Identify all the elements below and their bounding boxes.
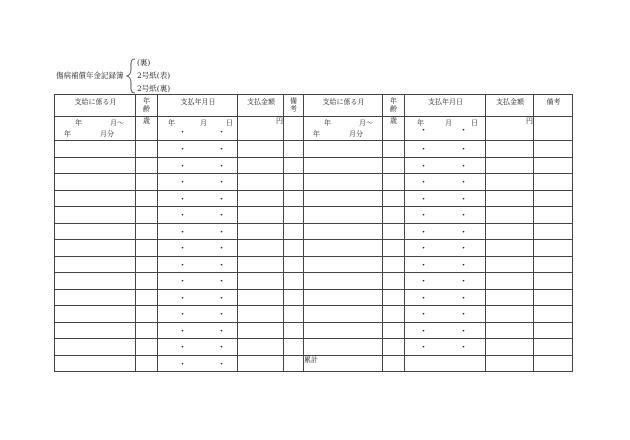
- age-cell: [136, 306, 158, 323]
- remarks-cell: [284, 273, 304, 290]
- age-cell: [383, 174, 405, 191]
- date-dot: ・: [217, 161, 227, 172]
- month-range-cell: [304, 306, 383, 323]
- year-label: 年: [313, 130, 320, 138]
- age-cell: [383, 141, 405, 158]
- table-row: [55, 322, 573, 339]
- remarks-cell: [534, 322, 573, 339]
- amount-cell: [238, 174, 284, 191]
- pay-day-label: 日: [471, 119, 478, 127]
- table-row: [55, 240, 573, 257]
- date-dot: ・: [217, 211, 227, 221]
- date-dot: ・: [459, 310, 469, 320]
- month-range-cell: [304, 207, 383, 224]
- date-dot: ・: [419, 244, 429, 254]
- date-dot: ・: [178, 326, 188, 337]
- amount-cell: [238, 223, 284, 240]
- payment-date-cell: [158, 306, 238, 323]
- month-range-cell: [304, 157, 383, 174]
- amount-cell: [238, 306, 284, 323]
- payment-date-cell: [158, 289, 238, 306]
- pay-year-label: 年: [417, 119, 424, 127]
- month-range-cell: [55, 240, 136, 257]
- table-row: [55, 190, 573, 207]
- amount-cell: [238, 289, 284, 306]
- remarks-cell: [534, 207, 573, 224]
- table-row: [55, 289, 573, 306]
- age-cell: [383, 306, 405, 323]
- date-dot: ・: [459, 145, 469, 155]
- payment-date-cell: [405, 190, 486, 207]
- total-label-cell: 累計: [304, 355, 383, 372]
- amount-cell: [486, 141, 534, 158]
- date-dot: ・: [419, 293, 429, 304]
- variant-sheet2-front: 2号紙(表): [137, 71, 171, 80]
- payment-date-cell: [405, 117, 486, 141]
- payment-date-cell: [405, 273, 486, 290]
- remarks-cell: [284, 355, 304, 372]
- age-unit-cell: 歳: [383, 117, 405, 141]
- date-dot: ・: [459, 326, 469, 337]
- month-range-cell: [55, 273, 136, 290]
- amount-cell: [486, 157, 534, 174]
- amount-cell: [238, 322, 284, 339]
- yen-cell: 円: [486, 117, 534, 141]
- month-range-cell: [55, 207, 136, 224]
- month-range-cell: [304, 174, 383, 191]
- date-dot: ・: [178, 310, 188, 320]
- date-dot: ・: [217, 145, 227, 155]
- date-dot: ・: [419, 178, 429, 188]
- date-dot: ・: [459, 260, 469, 271]
- remarks-cell: [284, 322, 304, 339]
- month-range-cell: [55, 190, 136, 207]
- remarks-cell: [534, 289, 573, 306]
- table-row: [55, 141, 573, 158]
- year-label: 年: [64, 130, 71, 138]
- age-cell: [383, 157, 405, 174]
- table-row: [55, 207, 573, 224]
- table-row: [55, 223, 573, 240]
- age-cell: [136, 240, 158, 257]
- remarks-cell: [284, 190, 304, 207]
- month-range-cell: [304, 339, 383, 356]
- date-dot: ・: [419, 161, 429, 172]
- age-cell: [136, 190, 158, 207]
- form-title: 傷病補償年金記録簿: [56, 71, 124, 80]
- variant-sheet2-back: 2号紙(裏): [137, 84, 171, 93]
- date-dot: ・: [459, 161, 469, 172]
- age-cell: [136, 157, 158, 174]
- age-cell: [383, 240, 405, 257]
- ledger-table: [54, 94, 573, 372]
- payment-date-cell: [405, 157, 486, 174]
- payment-date-cell: [405, 174, 486, 191]
- month-range-cell: [304, 256, 383, 273]
- age-cell: [136, 207, 158, 224]
- remarks-cell: [534, 273, 573, 290]
- amount-cell: [486, 322, 534, 339]
- date-dot: ・: [178, 194, 188, 205]
- payment-date-cell: [158, 207, 238, 224]
- age-cell: [383, 339, 405, 356]
- pay-month-label: 月: [200, 119, 207, 127]
- year-label: 年: [324, 119, 331, 127]
- remarks-cell: [284, 117, 304, 141]
- remarks-cell: [534, 240, 573, 257]
- date-dot: ・: [419, 343, 429, 353]
- header-age: 年齢: [383, 95, 405, 117]
- date-dot: ・: [419, 126, 429, 136]
- payment-date-cell: [158, 223, 238, 240]
- variant-back: (裏): [137, 58, 151, 67]
- month-range-cell: [304, 322, 383, 339]
- amount-cell: [238, 190, 284, 207]
- date-dot: ・: [419, 211, 429, 221]
- remarks-cell: [284, 289, 304, 306]
- payment-date-cell: [405, 256, 486, 273]
- date-dot: ・: [419, 145, 429, 155]
- amount-cell: [486, 190, 534, 207]
- remarks-cell: [534, 306, 573, 323]
- amount-cell: [238, 141, 284, 158]
- payment-date-cell: [158, 141, 238, 158]
- date-dot: ・: [217, 244, 227, 254]
- date-dot: ・: [178, 161, 188, 172]
- date-dot: ・: [419, 277, 429, 287]
- remarks-cell: [284, 174, 304, 191]
- date-dot: ・: [459, 293, 469, 304]
- age-cell: [136, 289, 158, 306]
- month-range-cell: [55, 322, 136, 339]
- date-dot: ・: [459, 126, 469, 136]
- amount-cell: [238, 256, 284, 273]
- month-portion-label: 月分: [100, 130, 114, 138]
- date-dot: ・: [217, 326, 227, 337]
- date-dot: ・: [178, 145, 188, 155]
- month-range-cell: [304, 240, 383, 257]
- month-range-cell: [304, 289, 383, 306]
- remarks-cell: [534, 223, 573, 240]
- month-from-label: 月〜: [110, 119, 124, 127]
- month-range-cell: [55, 339, 136, 356]
- remarks-cell: [534, 141, 573, 158]
- amount-cell: [486, 289, 534, 306]
- table-row: [55, 355, 573, 372]
- date-dot: ・: [419, 227, 429, 238]
- yen-cell: 円: [238, 117, 284, 141]
- payment-date-cell: [158, 322, 238, 339]
- date-dot: ・: [217, 277, 227, 287]
- date-dot: ・: [178, 227, 188, 238]
- amount-cell: [486, 306, 534, 323]
- date-dot: ・: [178, 293, 188, 304]
- remarks-cell: [284, 240, 304, 257]
- remarks-cell: [284, 256, 304, 273]
- table-row: [55, 256, 573, 273]
- payment-date-cell: [158, 273, 238, 290]
- payment-date-cell: [405, 355, 486, 372]
- pay-day-label: 日: [226, 119, 233, 127]
- date-dot: ・: [419, 194, 429, 205]
- date-dot: ・: [419, 260, 429, 271]
- year-label: 年: [75, 119, 82, 127]
- date-dot: ・: [419, 310, 429, 320]
- date-dot: ・: [459, 194, 469, 205]
- remarks-cell: [534, 174, 573, 191]
- header-age: 年齢: [136, 95, 158, 117]
- amount-cell: [486, 240, 534, 257]
- payment-date-cell: [405, 240, 486, 257]
- age-unit-cell: 歳: [136, 117, 158, 141]
- amount-cell: [238, 273, 284, 290]
- date-dot: ・: [217, 178, 227, 188]
- remarks-cell: [534, 190, 573, 207]
- amount-cell: [238, 355, 284, 372]
- date-dot: ・: [459, 227, 469, 238]
- age-cell: [136, 256, 158, 273]
- amount-cell: [486, 223, 534, 240]
- table-row: [55, 157, 573, 174]
- age-cell: [136, 355, 158, 372]
- amount-cell: [486, 174, 534, 191]
- header-month: 支給に係る月: [304, 95, 383, 117]
- date-dot: ・: [178, 260, 188, 271]
- age-cell: [136, 223, 158, 240]
- header-row: [55, 95, 573, 117]
- month-range-cell: [55, 117, 136, 141]
- amount-cell: [486, 207, 534, 224]
- payment-date-cell: [158, 339, 238, 356]
- month-range-cell: [304, 141, 383, 158]
- remarks-cell: [534, 256, 573, 273]
- month-range-cell: [55, 289, 136, 306]
- month-range-cell: [304, 223, 383, 240]
- age-cell: [383, 256, 405, 273]
- table-row: [55, 339, 573, 356]
- header-payment-date: 支払年月日: [405, 95, 486, 117]
- table-row: [55, 174, 573, 191]
- date-dot: ・: [459, 244, 469, 254]
- date-dot: ・: [459, 178, 469, 188]
- month-range-cell: [55, 141, 136, 158]
- remarks-cell: [534, 117, 573, 141]
- amount-cell: [238, 207, 284, 224]
- amount-cell: [238, 240, 284, 257]
- amount-cell: [238, 157, 284, 174]
- remarks-cell: [284, 339, 304, 356]
- amount-cell: [486, 256, 534, 273]
- payment-date-cell: [158, 117, 238, 141]
- age-cell: [136, 174, 158, 191]
- date-dot: ・: [178, 128, 188, 138]
- amount-cell: [486, 273, 534, 290]
- amount-cell: [486, 355, 534, 372]
- month-range-cell: [304, 190, 383, 207]
- amount-cell: [238, 339, 284, 356]
- payment-date-cell: [405, 141, 486, 158]
- payment-date-cell: [158, 355, 238, 372]
- table-row: [55, 273, 573, 290]
- month-portion-label: 月分: [349, 130, 363, 138]
- pay-year-label: 年: [168, 119, 175, 127]
- date-dot: ・: [178, 277, 188, 287]
- month-from-label: 月〜: [359, 119, 373, 127]
- header-amount: 支払金額: [486, 95, 534, 117]
- header-remarks: 備考: [534, 95, 573, 117]
- month-range-cell: [55, 223, 136, 240]
- date-dot: ・: [217, 310, 227, 320]
- header-month: 支給に係る月: [55, 95, 136, 117]
- payment-date-cell: [158, 240, 238, 257]
- payment-date-cell: [158, 190, 238, 207]
- first-entry-row: [55, 117, 573, 141]
- header-payment-date: 支払年月日: [158, 95, 238, 117]
- payment-date-cell: [405, 207, 486, 224]
- pay-month-label: 月: [445, 119, 452, 127]
- age-cell: [383, 322, 405, 339]
- date-dot: ・: [459, 211, 469, 221]
- remarks-cell: [284, 141, 304, 158]
- month-range-cell: [55, 256, 136, 273]
- age-cell: [136, 322, 158, 339]
- age-cell: [383, 273, 405, 290]
- month-range-cell: [55, 355, 136, 372]
- age-cell: [136, 273, 158, 290]
- date-dot: ・: [217, 260, 227, 271]
- amount-cell: [486, 339, 534, 356]
- date-dot: ・: [178, 211, 188, 221]
- payment-date-cell: [405, 306, 486, 323]
- month-range-cell: [304, 117, 383, 141]
- remarks-cell: [284, 306, 304, 323]
- payment-date-cell: [405, 223, 486, 240]
- date-dot: ・: [178, 343, 188, 353]
- age-cell: [383, 207, 405, 224]
- brace-icon: [126, 58, 136, 94]
- remarks-cell: [534, 355, 573, 372]
- date-dot: ・: [178, 178, 188, 188]
- header-amount: 支払金額: [238, 95, 284, 117]
- remarks-cell: [534, 157, 573, 174]
- payment-date-cell: [158, 256, 238, 273]
- payment-date-cell: [405, 339, 486, 356]
- date-dot: ・: [217, 293, 227, 304]
- age-cell: [383, 190, 405, 207]
- age-cell: [383, 223, 405, 240]
- table-row: [55, 306, 573, 323]
- date-dot: ・: [459, 343, 469, 353]
- header-remarks-narrow: 備考: [284, 95, 304, 117]
- date-dot: ・: [459, 277, 469, 287]
- date-dot: ・: [419, 326, 429, 337]
- date-dot: ・: [217, 343, 227, 353]
- payment-date-cell: [405, 322, 486, 339]
- date-dot: ・: [217, 227, 227, 238]
- payment-date-cell: [158, 157, 238, 174]
- month-range-cell: [55, 174, 136, 191]
- age-cell: [383, 289, 405, 306]
- remarks-cell: [534, 339, 573, 356]
- age-cell: [136, 339, 158, 356]
- month-range-cell: [55, 306, 136, 323]
- month-range-cell: [55, 157, 136, 174]
- age-cell: [383, 355, 405, 372]
- month-range-cell: [304, 273, 383, 290]
- payment-date-cell: [405, 289, 486, 306]
- payment-date-cell: [158, 174, 238, 191]
- remarks-cell: [284, 223, 304, 240]
- date-dot: ・: [178, 359, 188, 370]
- date-dot: ・: [178, 244, 188, 254]
- remarks-cell: [284, 157, 304, 174]
- age-cell: [136, 141, 158, 158]
- date-dot: ・: [217, 194, 227, 205]
- date-dot: ・: [217, 128, 227, 138]
- remarks-cell: [284, 207, 304, 224]
- date-dot: ・: [217, 359, 227, 370]
